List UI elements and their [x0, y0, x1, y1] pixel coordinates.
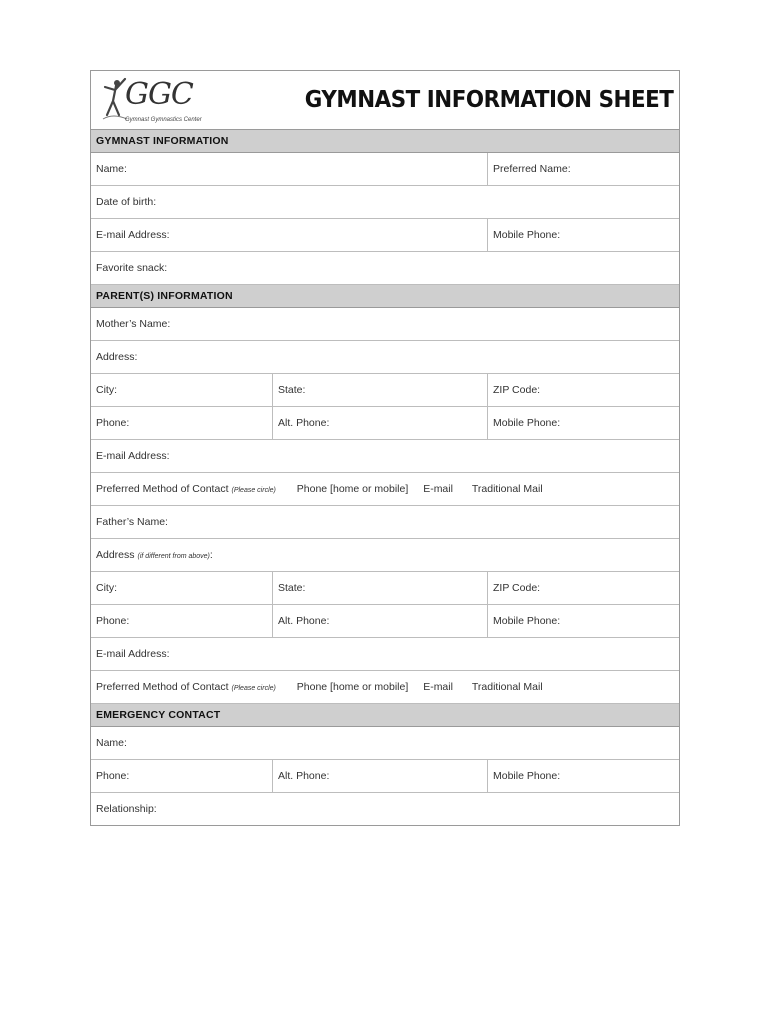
form-row — [91, 793, 679, 825]
field-label: ZIP Code: — [493, 582, 541, 594]
form-row — [91, 308, 679, 341]
field-label: Relationship: — [96, 803, 157, 815]
father-zip-field[interactable] — [487, 572, 680, 604]
circle-note: (Please circle) — [231, 685, 276, 692]
father-city-field[interactable] — [91, 572, 272, 604]
form-row — [91, 506, 679, 539]
form-row — [91, 440, 679, 473]
field-label: Preferred Name: — [493, 163, 571, 175]
field-label: Preferred Method of Contact — [96, 681, 229, 693]
circle-note: (Please circle) — [231, 487, 276, 494]
field-label: Preferred Method of Contact — [96, 483, 229, 495]
form-row — [91, 572, 679, 605]
mother-contact-method — [91, 473, 680, 505]
field-label: Mobile Phone: — [493, 229, 561, 241]
father-alt-phone-field[interactable] — [272, 605, 487, 637]
emergency-alt-phone-field[interactable] — [272, 760, 487, 792]
sheet-header — [91, 71, 679, 130]
mother-address-field[interactable] — [91, 341, 680, 373]
option-email[interactable]: E-mail — [423, 681, 453, 693]
option-traditional-mail[interactable]: Traditional Mail — [471, 483, 543, 495]
field-label: Favorite snack: — [96, 262, 168, 274]
form-row — [91, 252, 679, 285]
field-label: Phone: — [96, 417, 130, 429]
field-label: Name: — [96, 163, 127, 175]
emergency-mobile-field[interactable] — [487, 760, 680, 792]
gymnast-snack-field[interactable] — [91, 252, 680, 284]
form-row — [91, 186, 679, 219]
mother-email-field[interactable] — [91, 440, 680, 472]
field-label: Mother’s Name: — [96, 318, 171, 330]
form-row — [91, 473, 679, 506]
mother-zip-field[interactable] — [487, 374, 680, 406]
section-emergency-contact: EMERGENCY CONTACT — [91, 704, 679, 727]
mother-state-field[interactable] — [272, 374, 487, 406]
gymnast-name-field[interactable] — [91, 153, 487, 185]
field-label: Name: — [96, 737, 127, 749]
form-row — [91, 605, 679, 638]
option-phone[interactable]: Phone [home or mobile] — [296, 483, 409, 495]
page-title: GYMNAST INFORMATION SHEET — [304, 87, 673, 113]
form-row — [91, 539, 679, 572]
form-row — [91, 341, 679, 374]
field-label: State: — [278, 384, 306, 396]
father-state-field[interactable] — [272, 572, 487, 604]
mother-phone-field[interactable] — [91, 407, 272, 439]
field-label: Phone: — [96, 615, 130, 627]
father-email-field[interactable] — [91, 638, 680, 670]
field-label: Alt. Phone: — [278, 615, 330, 627]
emergency-phone-field[interactable] — [91, 760, 272, 792]
father-name-field[interactable] — [91, 506, 680, 538]
section-gymnast-information: GYMNAST INFORMATION — [91, 130, 679, 153]
field-label: Address — [96, 549, 135, 561]
gymnast-dob-field[interactable] — [91, 186, 680, 218]
option-email[interactable]: E-mail — [423, 483, 453, 495]
father-address-field[interactable] — [91, 539, 680, 571]
form-row — [91, 374, 679, 407]
logo-letters: GGC — [125, 77, 193, 112]
field-label: Alt. Phone: — [278, 770, 330, 782]
form-row — [91, 219, 679, 252]
field-label: Date of birth: — [96, 196, 157, 208]
emergency-name-field[interactable] — [91, 727, 680, 759]
field-label: Alt. Phone: — [278, 417, 330, 429]
gymnast-mobile-field[interactable] — [487, 219, 680, 251]
form-row — [91, 153, 679, 186]
field-label: Mobile Phone: — [493, 615, 561, 627]
logo-tagline: Gymnast Gymnastics Center — [125, 117, 202, 123]
form-row — [91, 638, 679, 671]
field-label: ZIP Code: — [493, 384, 541, 396]
field-label: City: — [96, 582, 117, 594]
form-row — [91, 407, 679, 440]
mother-mobile-field[interactable] — [487, 407, 680, 439]
gymnast-information-sheet — [90, 70, 680, 826]
address-note: (if different from above) — [137, 553, 210, 560]
section-parents-information: PARENT(S) INFORMATION — [91, 285, 679, 308]
field-label: Phone: — [96, 770, 130, 782]
field-label: Mobile Phone: — [493, 770, 561, 782]
option-traditional-mail[interactable]: Traditional Mail — [471, 681, 543, 693]
address-colon: : — [209, 549, 213, 561]
field-label: E-mail Address: — [96, 229, 170, 241]
father-mobile-field[interactable] — [487, 605, 680, 637]
field-label: Address: — [96, 351, 138, 363]
gymnast-email-field[interactable] — [91, 219, 487, 251]
form-row — [91, 727, 679, 760]
option-phone[interactable]: Phone [home or mobile] — [296, 681, 409, 693]
father-phone-field[interactable] — [91, 605, 272, 637]
gymnast-preferred-name-field[interactable] — [487, 153, 680, 185]
emergency-relationship-field[interactable] — [91, 793, 680, 825]
field-label: Father’s Name: — [96, 516, 168, 528]
mother-city-field[interactable] — [91, 374, 272, 406]
mother-name-field[interactable] — [91, 308, 680, 340]
field-label: E-mail Address: — [96, 648, 170, 660]
ggc-logo — [99, 75, 209, 127]
field-label: Mobile Phone: — [493, 417, 561, 429]
field-label: E-mail Address: — [96, 450, 170, 462]
form-row — [91, 671, 679, 704]
field-label: City: — [96, 384, 117, 396]
mother-alt-phone-field[interactable] — [272, 407, 487, 439]
form-row — [91, 760, 679, 793]
father-contact-method — [91, 671, 680, 703]
field-label: State: — [278, 582, 306, 594]
